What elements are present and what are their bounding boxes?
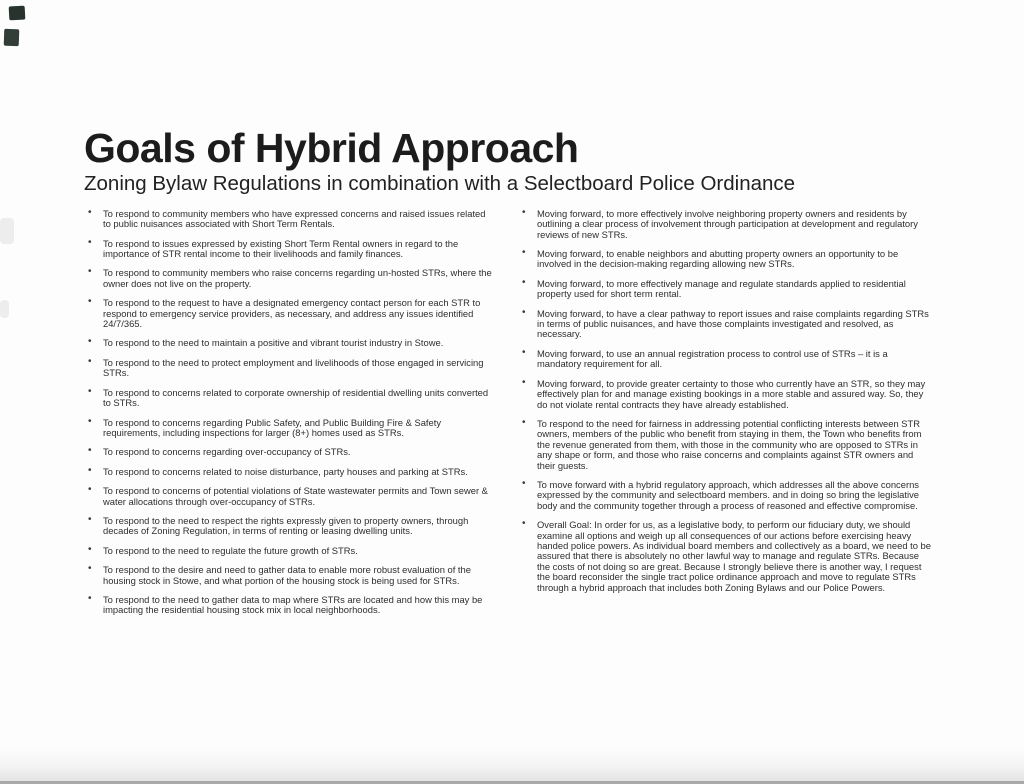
bullet-item: • To respond to the need for fairness in addressing potential conflicting interests between STR owners, members of the public who benefit from staying in them, the Town who benefits from the revenue generated from them, with those in the community who are opposed to STRs in any shape or form, and those who raise concerns and complaints against STR owners and their guests. [518,419,934,471]
scan-artifact-mark [4,29,20,47]
bullet-item: • To respond to concerns of potential violations of State wastewater permits and Town sewer & water allocations through over-occupancy of STRs. [84,486,492,507]
bullet-item: • To respond to the need to respect the rights expressly given to property owners, through decades of Zoning Regulation, in terms of renting or leasing dwelling units. [84,516,492,537]
bullet-item: • Moving forward, to more effectively involve neighboring property owners and residents by outlining a clear process of involvement through participation at development and regulatory reviews of new STRs. [518,209,934,240]
bullet-item: • To respond to the request to have a designated emergency contact person for each STR to respond to emergency service providers, as necessary, and address any issues identified 24/7/365. [84,298,492,329]
page-subtitle: Zoning Bylaw Regulations in combination with a Selectboard Police Ordinance [84,172,796,196]
slide-content [84,126,934,625]
bullet-item: • Moving forward, to enable neighbors and abutting property owners an opportunity to be involved in the decision-making regarding allowing new STRs. [518,249,934,270]
bullet-item: • To respond to concerns regarding over-occupancy of STRs. [84,447,492,457]
bullet-item: • To respond to community members who raise concerns regarding un-hosted STRs, where the owner does not live on the property. [84,268,492,289]
right-column [518,209,934,625]
bullet-item: • Moving forward, to use an annual registration process to control use of STRs – it is a mandatory requirement for all. [518,349,934,370]
bullet-columns [84,209,934,625]
bullet-item: • To respond to the need to regulate the future growth of STRs. [84,546,492,556]
right-bullet-list [518,209,934,593]
bullet-item: • Moving forward, to provide greater certainty to those who currently have an STR, so they may effectively plan for and manage existing bookings in a more stable and assured way. So, they do not violate rental contracts they have already established. [518,379,934,410]
scan-edge-smudge [0,300,9,318]
bullet-item: • To respond to the desire and need to gather data to enable more robust evaluation of the housing stock in Stowe, and what portion of the housing stock is being used for STRs. [84,565,492,586]
bullet-item: • Overall Goal: In order for us, as a legislative body, to perform our fiduciary duty, we should examine all options and weigh up all consequences of our actions before exercising heavy handed police powers. As individual board members and collectively as a board, we need to be assured that there is absolutely no other lawful way to manage and regulate STRs. Because the costs of not doing so are great. Because I strongly believe there is another way, I request the board reconsider the single tract police ordinance approach and move to regulate STRs through a hybrid approach that includes both Zoning Bylaws and our Police Powers. [518,520,934,593]
bullet-item: • Moving forward, to have a clear pathway to report issues and raise complaints regarding STRs in terms of public nuisances, and have those complaints investigated and resolved, as necessary. [518,309,934,340]
scan-artifact-mark [9,6,26,21]
bullet-item: • Moving forward, to more effectively manage and regulate standards applied to residential property used for short term rental. [518,279,934,300]
left-column [84,209,492,625]
bullet-item: • To respond to the need to gather data to map where STRs are located and how this may be impacting the residential housing stock mix in local neighborhoods. [84,595,492,616]
bullet-item: • To respond to concerns related to corporate ownership of residential dwelling units converted to STRs. [84,388,492,409]
bullet-item: • To respond to issues expressed by existing Short Term Rental owners in regard to the importance of STR rental income to their livelihoods and family finances. [84,239,492,260]
bullet-item: • To move forward with a hybrid regulatory approach, which addresses all the above concerns expressed by the community and selectboard members. and in doing so bring the legislative body and the community together through a process of reasoned and effective compromise. [518,480,934,511]
left-bullet-list [84,209,492,616]
bullet-item: • To respond to the need to maintain a positive and vibrant tourist industry in Stowe. [84,338,492,348]
bullet-item: • To respond to community members who have expressed concerns and raised issues related to public nuisances associated with Short Term Rentals. [84,209,492,230]
scan-edge-smudge [0,218,14,244]
bullet-item: • To respond to concerns regarding Public Safety, and Public Building Fire & Safety requirements, including inspections for larger (8+) homes used as STRs. [84,418,492,439]
scan-bottom-shadow [0,747,1024,781]
bullet-item: • To respond to concerns related to noise disturbance, party houses and parking at STRs. [84,467,492,477]
bullet-item: • To respond to the need to protect employment and livelihoods of those engaged in servicing STRs. [84,358,492,379]
page-title: Goals of Hybrid Approach [84,125,579,171]
